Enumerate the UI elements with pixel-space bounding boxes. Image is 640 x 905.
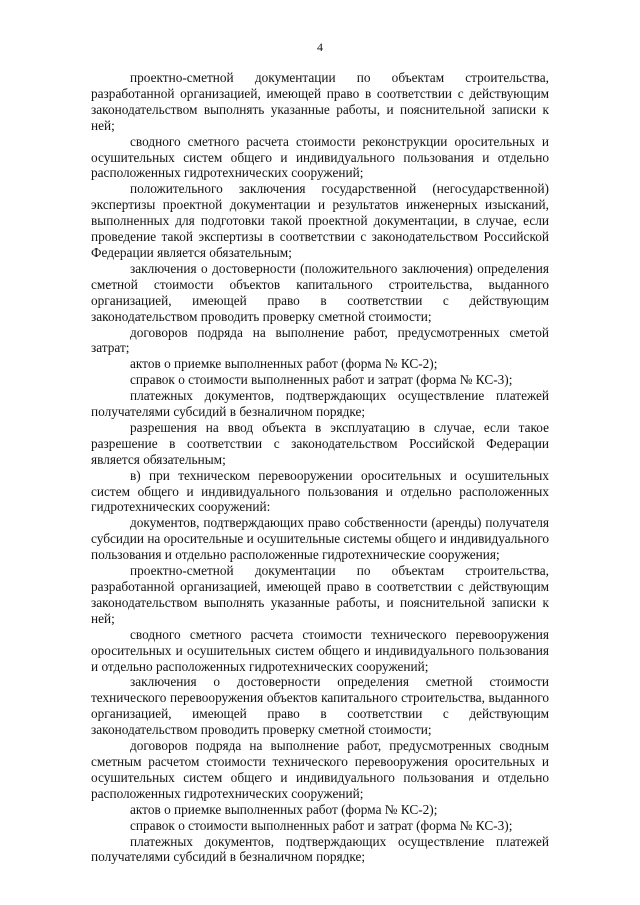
- paragraph: платежных документов, подтверждающих осуществление платежей получателями субсидий в безналичном порядке;: [91, 833, 549, 865]
- paragraph: платежных документов, подтверждающих осуществление платежей получателями субсидий в безналичном порядке;: [91, 388, 549, 420]
- paragraph: проектно-сметной документации по объектам строительства, разработанной организацией, имеющей право в соответствии с действующим законодательством выполнять указанные работы, и пояснительной записки к ней;: [91, 70, 549, 133]
- paragraph: в) при техническом перевооружении оросительных и осушительных систем общего и индивидуального пользования и отдельно расположенных гидротехнических сооружений:: [91, 467, 549, 515]
- page-number: 4: [317, 40, 323, 54]
- paragraph: сводного сметного расчета стоимости технического перевооружения оросительных и осушительных систем общего и индивидуального пользования и отдельно расположенных гидротехнических сооружений;: [91, 626, 549, 674]
- paragraph: договоров подряда на выполнение работ, предусмотренных сметой затрат;: [91, 324, 549, 356]
- paragraph: заключения о достоверности (положительного заключения) определения сметной стоимости объектов капитального строительства, выданного организацией, имеющей право в соответствии с действующим законодательством проводить проверку сметной стоимости;: [91, 260, 549, 324]
- paragraph: сводного сметного расчета стоимости реконструкции оросительных и осушительных систем общего и индивидуального пользования и отдельно расположенных гидротехнических сооружений;: [91, 133, 549, 181]
- paragraph: разрешения на ввод объекта в эксплуатацию в случае, если такое разрешение в соответствии с законодательством Российской Федерации является обязательным;: [91, 419, 549, 467]
- paragraph: проектно-сметной документации по объектам строительства, разработанной организацией, имеющей право в соответствии с действующим законодательством выполнять указанные работы, и пояснительной записки к ней;: [91, 563, 549, 626]
- paragraph: справок о стоимости выполненных работ и затрат (форма № КС-3);: [130, 372, 513, 388]
- paragraph: договоров подряда на выполнение работ, предусмотренных сводным сметным расчетом стоимости технического перевооружения оросительных и осушительных систем общего и индивидуального пользования и отдельно расположенных гидротехнических сооружений;: [91, 738, 549, 801]
- paragraph: актов о приемке выполненных работ (форма № КС-2);: [130, 356, 438, 372]
- paragraph: справок о стоимости выполненных работ и затрат (форма № КС-3);: [130, 817, 513, 833]
- paragraph: заключения о достоверности определения сметной стоимости технического перевооружения объектов капитального строительства, выданного организацией, имеющей право в соответствии с действующим законодательством проводить проверку сметной стоимости;: [91, 674, 549, 738]
- document-body: [91, 70, 549, 865]
- paragraph: актов о приемке выполненных работ (форма № КС-2);: [130, 801, 438, 817]
- paragraph: положительного заключения государственной (негосударственной) экспертизы проектной документации и результатов инженерных изысканий, выполненных для подготовки такой проектной документации, в случае, если проведение такой экспертизы в соответствии с законодательством Российской Федерации является обязательным;: [91, 181, 549, 260]
- paragraph: документов, подтверждающих право собственности (аренды) получателя субсидии на оросительные и осушительные системы общего и индивидуального пользования и отдельно расположенные гидротехнические сооружения;: [91, 515, 549, 563]
